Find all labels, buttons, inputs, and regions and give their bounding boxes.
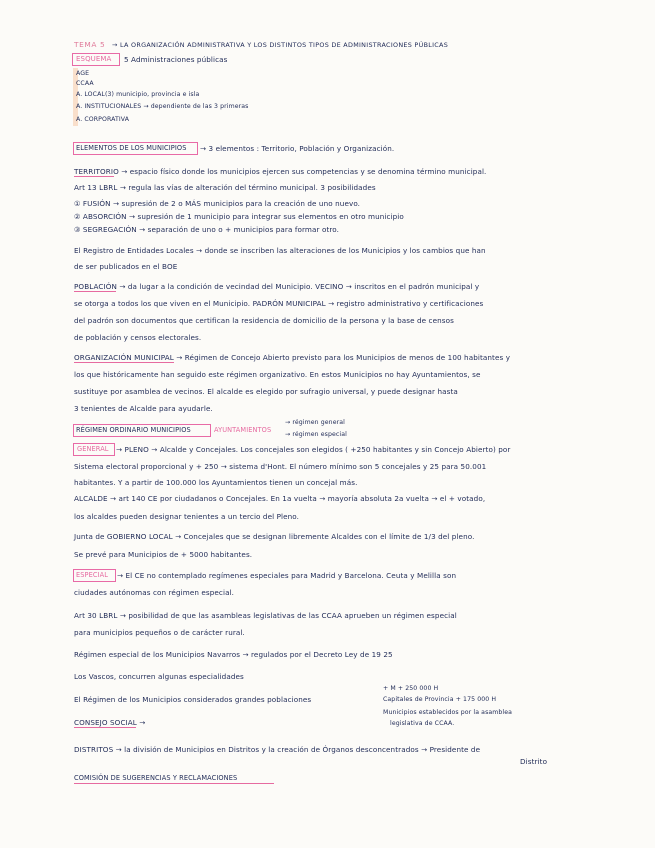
text-line: Art 30 LBRL → posibilidad de que las asambleas legislativas de las CCAA aprueben un régimen especial bbox=[74, 611, 457, 620]
underline bbox=[74, 362, 174, 363]
bullet-item: legislativa de CCAA. bbox=[390, 720, 455, 727]
text-line: habitantes. Y a partir de 100.000 los Ayuntamientos tienen un concejal más. bbox=[74, 478, 358, 487]
text-line: los alcaldes pueden designar tenientes a un tercio del Pleno. bbox=[74, 512, 300, 521]
text-line: Art 13 LBRL → regula las vías de alteración del término municipal. 3 posibilidades bbox=[74, 183, 376, 192]
tema-title: → LA ORGANIZACIÓN ADMINISTRATIVA Y LOS DISTINTOS TIPOS DE ADMINISTRACIONES PÚBLICAS bbox=[112, 41, 449, 49]
underline bbox=[74, 783, 274, 784]
especial-label: ESPECIAL bbox=[76, 571, 109, 579]
distritos-line: DISTRITOS → la división de Municipios en Distritos y la creación de Órganos desconcentrados → Presidente de bbox=[74, 745, 481, 754]
poblacion-line: POBLACIÓN → da lugar a la condición de vecindad del Municipio. VECINO → inscritos en el padrón municipal y bbox=[74, 282, 480, 291]
bullet-item: + M + 250 000 H bbox=[383, 685, 439, 692]
text-line: se otorga a todos los que viven en el Municipio. PADRÓN MUNICIPAL → registro administrativo y certificaciones bbox=[74, 299, 484, 308]
text-line: ② ABSORCIÓN → supresión de 1 municipio para integrar sus elementos en otro municipio bbox=[74, 212, 404, 221]
alcalde-line: ALCALDE → art 140 CE por ciudadanos o Concejales. En 1a vuelta → mayoría absoluta 2a vuelta → el + votado, bbox=[74, 494, 486, 503]
text-line: sustituye por asamblea de vecinos. El alcalde es elegido por sufragio universal, y puede designar hasta bbox=[74, 387, 458, 396]
text-line: Los Vascos, concurren algunas especialidades bbox=[74, 672, 244, 681]
consejo-social-line: CONSEJO SOCIAL → bbox=[74, 718, 146, 727]
text-line: → PLENO → Alcalde y Concejales. Los concejales son elegidos ( +250 habitantes y sin Concejo Abierto) por bbox=[116, 445, 511, 454]
list-item: AGE bbox=[76, 70, 90, 77]
grandes-poblaciones-line: El Régimen de los Municipios considerados grandes poblaciones bbox=[74, 695, 312, 704]
regimen-heading: RÉGIMEN ORDINARIO MUNICIPIOS bbox=[76, 426, 191, 434]
text-line: del padrón son documentos que certifican la residencia de domicilio de la persona y la base de censos bbox=[74, 316, 454, 325]
underline bbox=[74, 176, 114, 177]
elementos-heading: ELEMENTOS DE LOS MUNICIPIOS bbox=[76, 144, 187, 152]
text-line: de ser publicados en el BOE bbox=[74, 262, 178, 271]
regimen-especial: → régimen especial bbox=[285, 431, 347, 438]
text-line: los que históricamente han seguido este régimen organizativo. En estos Municipios no hay Ayuntamientos, se bbox=[74, 370, 481, 379]
text-line: El Registro de Entidades Locales → donde se inscriben las alteraciones de los Municipios y los cambios que han bbox=[74, 246, 486, 255]
text-line: Régimen especial de los Municipios Navarros → regulados por el Decreto Ley de 19 25 bbox=[74, 650, 393, 659]
text-line: de población y censos electorales. bbox=[74, 333, 202, 342]
comision-line: COMISIÓN DE SUGERENCIAS Y RECLAMACIONES bbox=[74, 774, 238, 782]
list-item: A. INSTITUCIONALES → dependiente de las 3 primeras bbox=[76, 103, 249, 110]
elementos-text: → 3 elementos : Territorio, Población y Organización. bbox=[200, 144, 395, 153]
text-line: Sistema electoral proporcional y + 250 → sistema d'Hont. El número mínimo son 5 concejales y 25 para 50.001 bbox=[74, 462, 487, 471]
text-line: Se prevé para Municipios de + 5000 habitantes. bbox=[74, 550, 253, 559]
text-line: ciudades autónomas con régimen especial. bbox=[74, 588, 235, 597]
text-line: ① FUSIÓN → supresión de 2 o MÁS municipios para la creación de uno nuevo. bbox=[74, 199, 361, 208]
underline bbox=[74, 291, 116, 292]
text-line: 3 tenientes de Alcalde para ayudarle. bbox=[74, 404, 213, 413]
junta-line: Junta de GOBIERNO LOCAL → Concejales que se designan libremente Alcaldes con el límite de 1/3 del pleno. bbox=[74, 532, 475, 541]
text-line: Distrito bbox=[520, 757, 548, 766]
list-item: CCAA bbox=[76, 80, 94, 87]
text-line: para municipios pequeños o de carácter rural. bbox=[74, 628, 245, 637]
list-item: A. LOCAL(3) municipio, provincia e isla bbox=[76, 91, 200, 98]
text-line: → El CE no contemplado regímenes especiales para Madrid y Barcelona. Ceuta y Melilla son bbox=[117, 571, 457, 580]
esquema-label: ESQUEMA bbox=[76, 55, 112, 63]
general-label: GENERAL bbox=[77, 445, 109, 453]
text-line: ③ SEGREGACIÓN → separación de uno o + municipios para formar otro. bbox=[74, 225, 340, 234]
regimen-general: → régimen general bbox=[285, 419, 345, 426]
underline bbox=[74, 727, 136, 728]
ayuntamientos-label: AYUNTAMIENTOS bbox=[214, 426, 272, 434]
esquema-text: 5 Administraciones públicas bbox=[124, 55, 228, 64]
list-item: A. CORPORATIVA bbox=[76, 116, 130, 123]
bullet-item: Municipios establecidos por la asamblea bbox=[383, 709, 513, 716]
bullet-item: Capitales de Provincia + 175 000 H bbox=[383, 696, 497, 703]
territorio-line: TERRITORIO → espacio físico donde los municipios ejercen sus competencias y se denomina término municipal. bbox=[74, 167, 487, 176]
tema-label: TEMA 5 bbox=[74, 40, 106, 49]
organizacion-line: ORGANIZACIÓN MUNICIPAL → Régimen de Concejo Abierto previsto para los Municipios de menos de 100 habitantes y bbox=[74, 353, 511, 362]
